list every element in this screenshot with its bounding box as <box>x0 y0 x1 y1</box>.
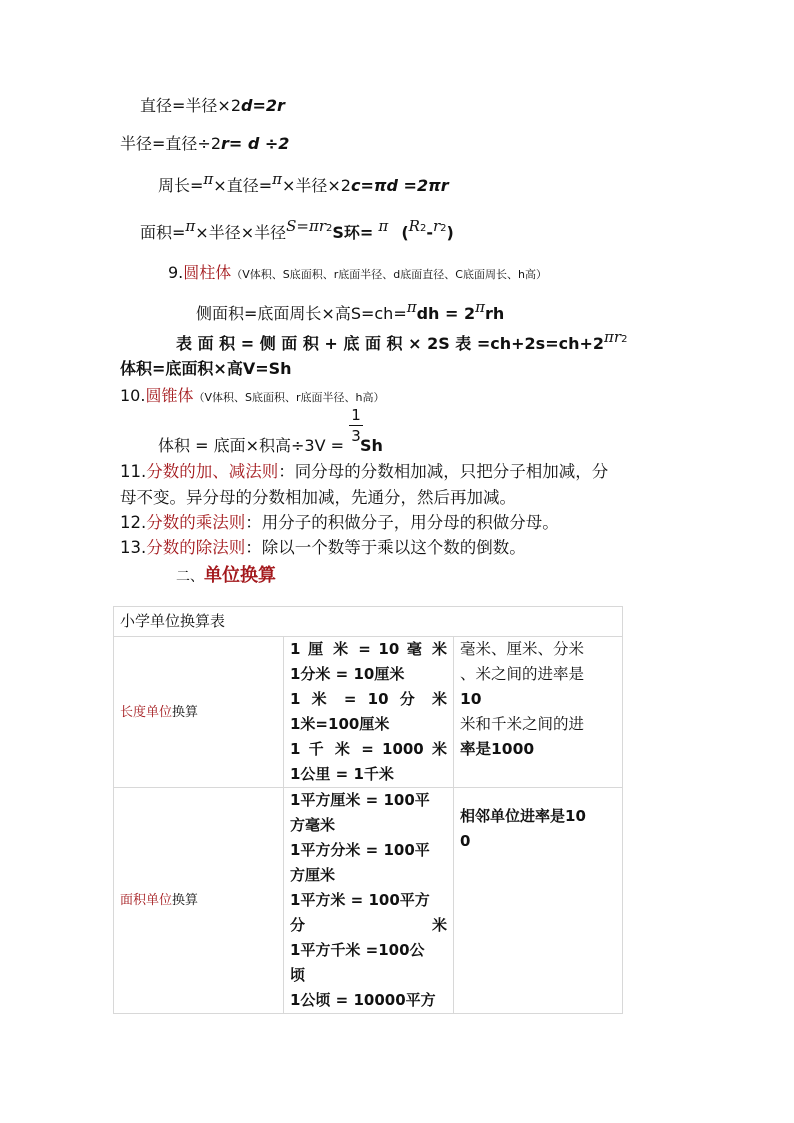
section-10-heading <box>120 386 384 406</box>
note-line: 毫米、厘米、分米 <box>460 640 585 658</box>
section-number: 10. <box>120 386 146 405</box>
section-text: 除以一个数等于乘以这个数的倒数。 <box>261 538 526 557</box>
circumference-expression-c: πr <box>428 176 449 195</box>
fraction-denominator: 3 <box>351 427 361 445</box>
row-header-red: 长度单位 <box>120 704 173 720</box>
list-item: 1平方千米 =100公 <box>290 941 425 959</box>
pi-symbol: π <box>406 298 417 316</box>
section-note: （V体积、S底面积、r底面半径、h高） <box>193 391 385 404</box>
cylinder-surface-area <box>176 328 628 354</box>
list-item: 1平方厘米 = 100平 <box>290 791 430 809</box>
note-line: 、米之间的进率是 <box>460 665 585 683</box>
list-item: 1 米 = 10 分 米 <box>290 690 447 708</box>
pi-symbol: π <box>308 217 319 235</box>
list-item: 分 米 <box>290 916 447 934</box>
diameter-formula <box>140 96 285 116</box>
list-item: 1 厘 米 = 10 毫 米 <box>290 640 447 658</box>
section-number: 9. <box>168 263 184 282</box>
section-number: 13. <box>120 538 147 557</box>
pi-symbol: π <box>604 328 614 346</box>
surface-r: r <box>613 328 622 346</box>
section-13 <box>120 538 526 559</box>
length-note <box>454 637 623 788</box>
note-line: 10 <box>460 690 482 708</box>
pi-symbol: π <box>475 298 485 316</box>
list-item: 1平方米 = 100平方 <box>290 891 430 909</box>
section-title: 圆锥体 <box>145 386 194 405</box>
section-9-heading <box>168 263 547 283</box>
section-title: 圆柱体 <box>183 263 232 282</box>
unit-conversion-table <box>113 606 623 1014</box>
pi-symbol: π <box>203 170 214 188</box>
list-item: 1平方分米 = 100平 <box>290 841 430 859</box>
area-label: 面积= <box>140 223 186 242</box>
note-line: 米和千米之间的进 <box>460 715 585 733</box>
list-item: 方毫米 <box>290 816 336 834</box>
colon: ： <box>245 513 262 532</box>
row-header-black: 换算 <box>172 893 199 908</box>
lateral-text-c: rh <box>484 304 505 323</box>
section-text: 同分母的分数相加减，只把分子相加减，分 <box>294 462 609 481</box>
part-title: 单位换算 <box>204 565 276 586</box>
list-item: 1分米 = 10厘米 <box>290 665 405 683</box>
small-r: r <box>432 217 441 235</box>
big-r: R <box>408 217 420 235</box>
list-item: 1米=100厘米 <box>290 715 390 733</box>
area-values <box>284 788 454 1014</box>
list-item: 1公里 = 1千米 <box>290 765 394 783</box>
circumference-label: 周长= <box>158 176 204 195</box>
note-line: 相邻单位进率是10 <box>460 807 586 825</box>
circumference-formula <box>158 170 449 196</box>
section-title: 分数的除法则 <box>146 538 246 557</box>
area-note <box>454 788 623 1014</box>
colon: ： <box>278 462 295 481</box>
radius-expression: r= d ÷2 <box>221 134 290 153</box>
lateral-text-a: 侧面积=底面周长×高S=ch= <box>196 304 407 323</box>
section-12 <box>120 513 559 534</box>
surface-exponent: 2 <box>621 334 628 345</box>
area-s-eq: S= <box>286 217 309 235</box>
table-row-area <box>114 788 623 1014</box>
length-values <box>284 637 454 788</box>
surface-text: 表 面 积 = 侧 面 积 + 底 面 积 × 2S 表 =ch+2s=ch+2 <box>176 334 605 353</box>
colon: ： <box>245 538 262 557</box>
big-r-exponent: 2 <box>419 223 427 234</box>
paren-close: ) <box>446 223 454 242</box>
section-11-line-2 <box>120 488 516 509</box>
table-title-row <box>114 607 623 637</box>
small-r-exponent: 2 <box>440 223 447 234</box>
part-number: 二、 <box>176 569 204 585</box>
pi-symbol: π <box>185 217 196 235</box>
table-title: 小学单位换算表 <box>114 607 623 637</box>
paren-open: ( <box>401 223 409 242</box>
circumference-expression-a: c= <box>350 176 374 195</box>
list-item: 方厘米 <box>290 866 336 884</box>
fraction-numerator: 1 <box>351 406 361 424</box>
area-text-b: ×半径×半径 <box>195 223 287 242</box>
table-row-length <box>114 637 623 788</box>
section-text: 母不变。异分母的分数相加减，先通分，然后再加减。 <box>120 488 516 507</box>
area-row-header <box>114 788 284 1014</box>
cylinder-volume-text: 体积=底面积×高V=Sh <box>120 359 292 378</box>
lateral-text-b: dh = 2 <box>416 304 476 323</box>
area-r: r <box>318 217 326 235</box>
row-header-red: 面积单位 <box>120 893 173 908</box>
cone-volume-text-a: 体积 = 底面×积高÷3V = <box>158 436 345 455</box>
cone-volume <box>158 436 383 456</box>
cylinder-volume <box>120 359 292 379</box>
note-line: 0 <box>460 832 471 850</box>
minus-sign: - <box>426 223 433 242</box>
radius-text: 半径=直径÷2 <box>120 134 221 153</box>
area-formula <box>140 217 454 243</box>
list-item: 1公顷 = 10000平方 <box>290 991 436 1009</box>
diameter-expression: d=2r <box>241 96 285 115</box>
row-header-black: 换算 <box>172 704 199 720</box>
pi-symbol: π <box>272 170 282 188</box>
length-row-header <box>114 637 284 788</box>
pi-symbol: π <box>378 217 389 235</box>
list-item: 1 千 米 = 1000 米 <box>290 740 447 758</box>
section-11-line-1 <box>120 462 608 483</box>
section-number: 11. <box>120 462 147 481</box>
circumference-expression-b: πd =2 <box>373 176 429 195</box>
ring-area: S环= <box>332 223 374 242</box>
section-title: 分数的加、减法则 <box>146 462 279 481</box>
note-line: 率是1000 <box>460 740 535 758</box>
radius-formula <box>120 134 289 154</box>
cone-volume-text-b: Sh <box>360 436 383 455</box>
section-number: 12. <box>120 513 147 532</box>
circumference-text-c: ×半径×2 <box>281 176 351 195</box>
circumference-text-b: ×直径= <box>213 176 273 195</box>
section-note: （V体积、S底面积、r底面半径、d底面直径、C底面周长、h高） <box>231 268 547 281</box>
diameter-text: 直径=半径×2 <box>140 96 241 115</box>
section-title: 分数的乘法则 <box>146 513 246 532</box>
section-text: 用分子的积做分子，用分母的积做分母。 <box>261 513 559 532</box>
cylinder-lateral-area <box>196 298 505 324</box>
area-exponent: 2 <box>326 223 333 234</box>
part-2-heading <box>176 565 276 588</box>
list-item: 顷 <box>290 966 306 984</box>
